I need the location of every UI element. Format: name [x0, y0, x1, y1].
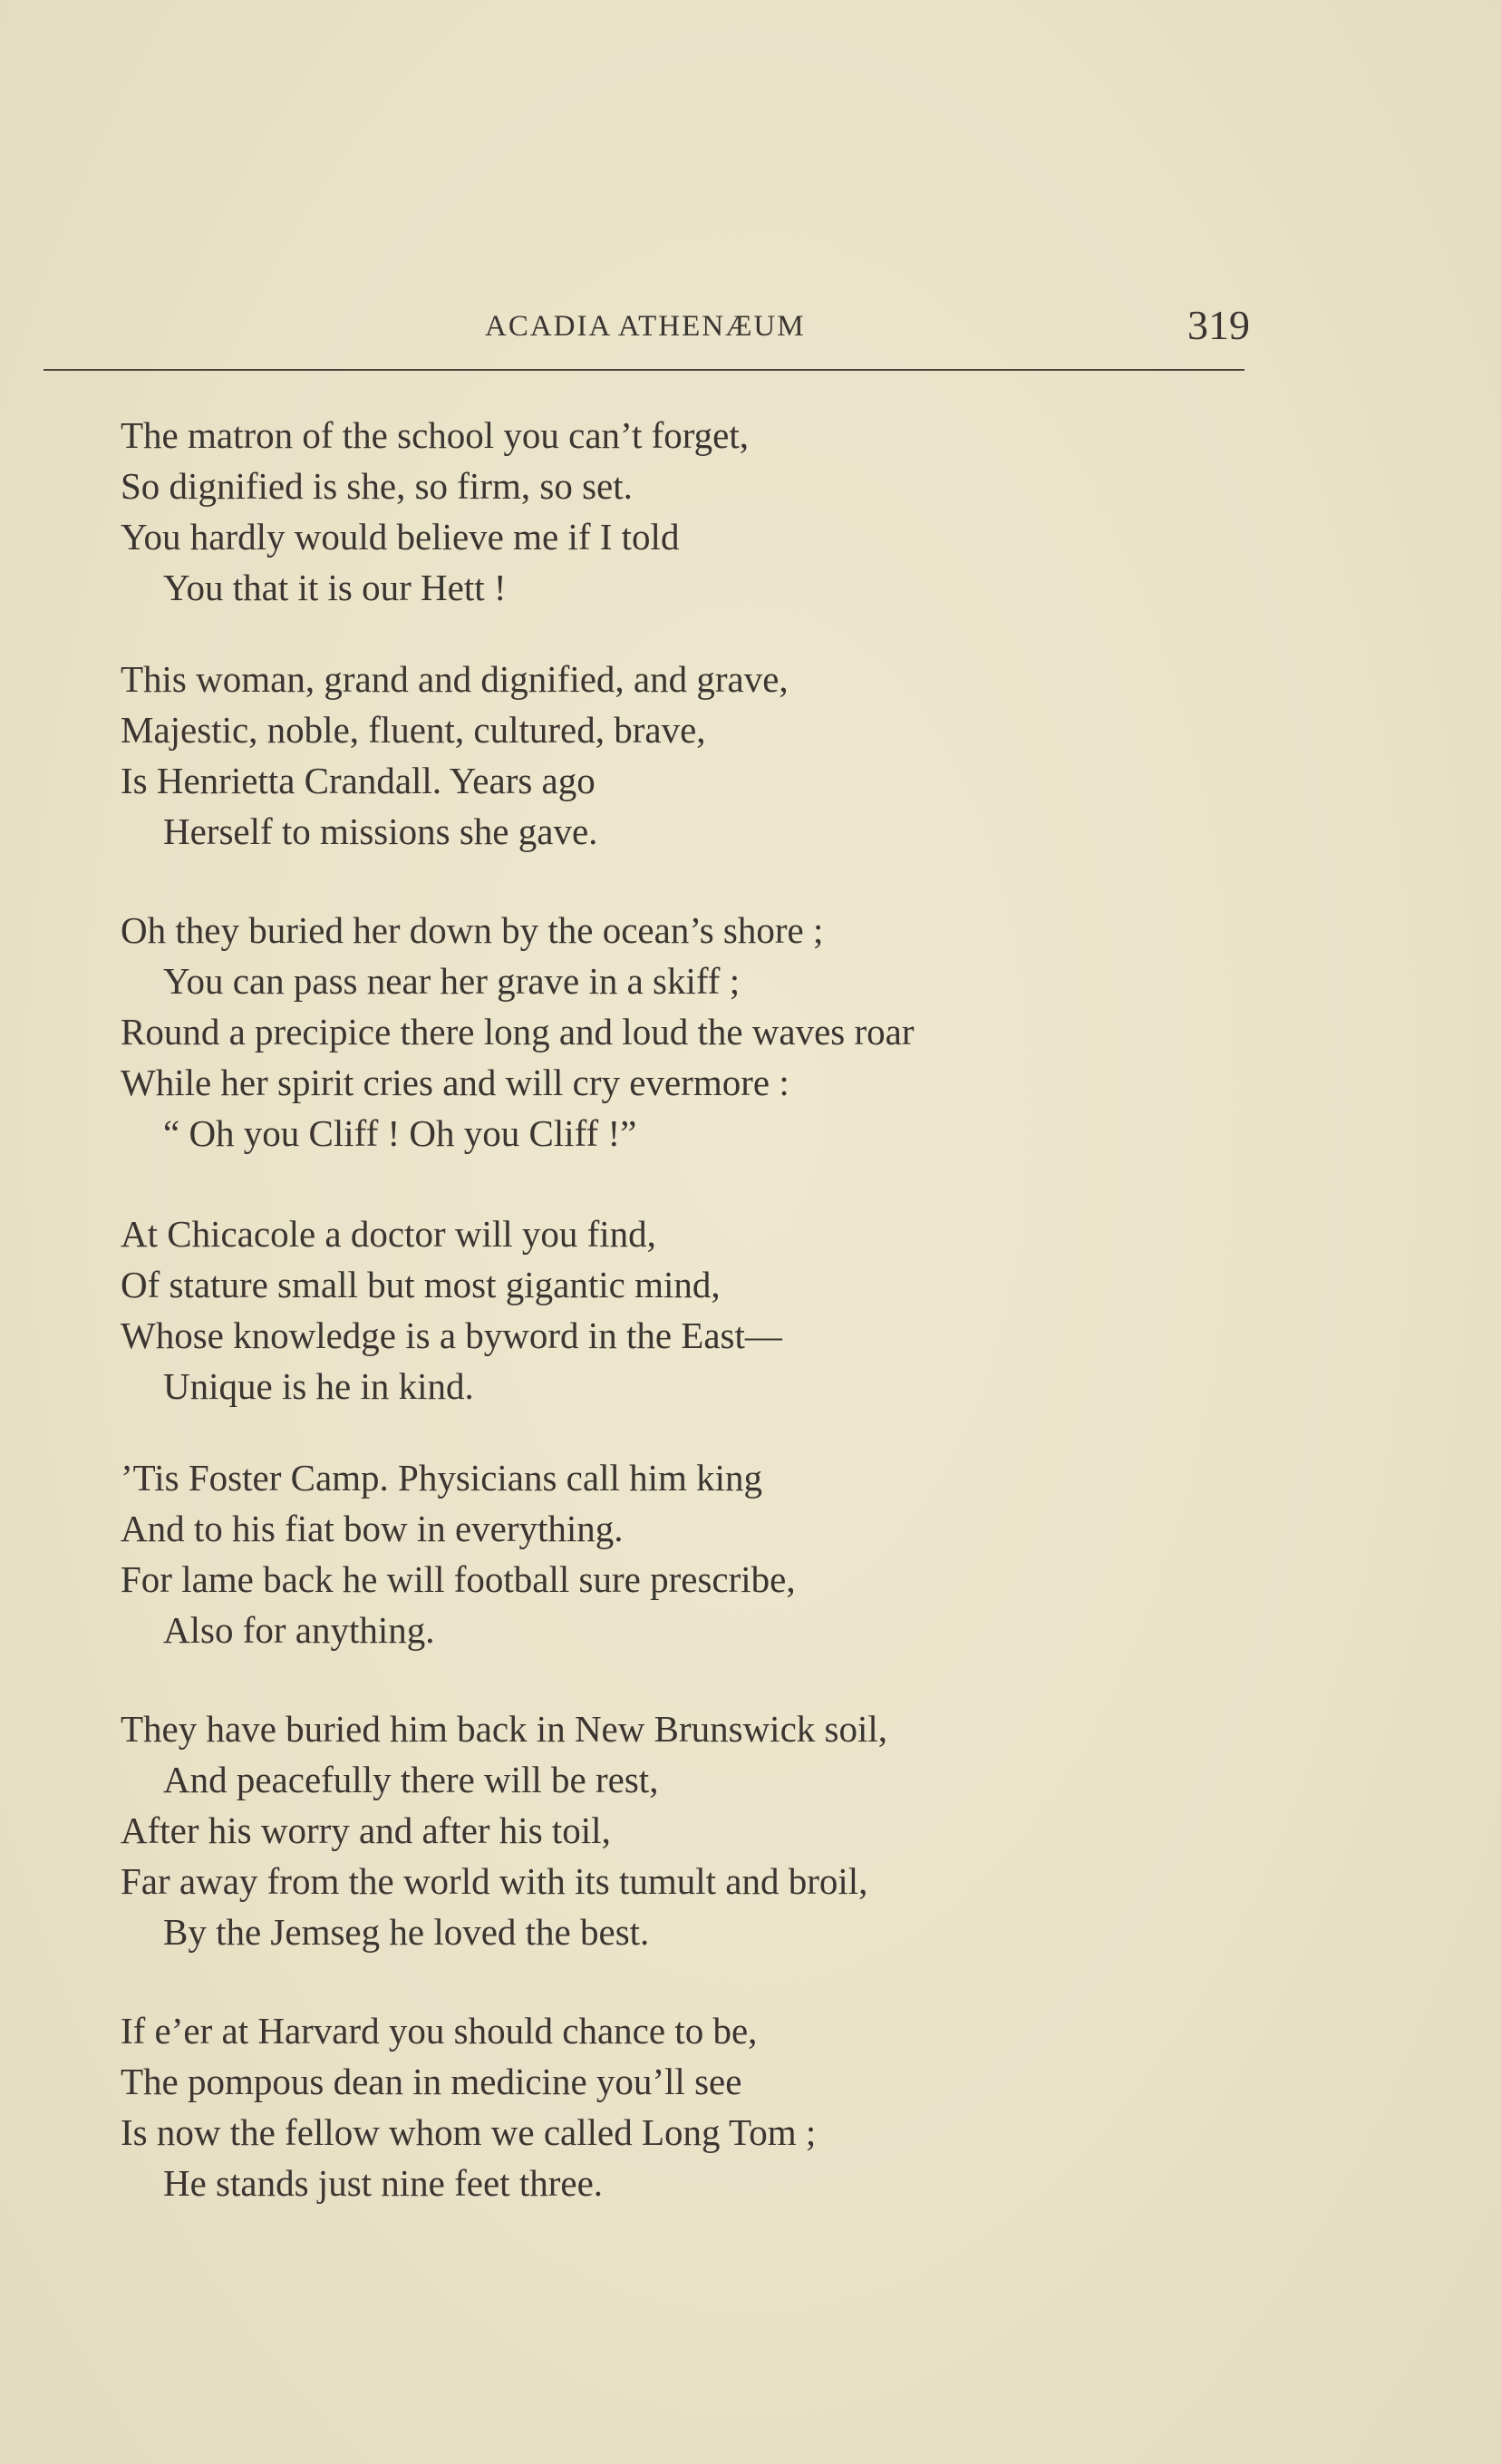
stanza-gap [121, 613, 1299, 654]
poem-line: Is Henrietta Crandall. Years ago [121, 760, 596, 801]
poem-line: For lame back he will football sure prescribe, [121, 1558, 796, 1600]
poem-line: Oh they buried her down by the ocean’s shore ; [121, 909, 824, 951]
running-title: ACADIA ATHENÆUM [485, 310, 806, 343]
poem-line: Herself to missions she gave. [163, 810, 598, 852]
poem [121, 410, 1299, 2208]
stanza [121, 654, 1299, 857]
poem-line: Far away from the world with its tumult and broil, [121, 1860, 868, 1902]
page-number: 319 [1187, 302, 1250, 348]
poem-line: Majestic, noble, fluent, cultured, brave, [121, 709, 706, 751]
poem-line: He stands just nine feet three. [163, 2162, 604, 2204]
poem-line: “ Oh you Cliff ! Oh you Cliff !” [163, 1112, 637, 1154]
poem-line: While her spirit cries and will cry evermore : [121, 1062, 789, 1103]
poem-line: You hardly would believe me if I told [121, 516, 680, 558]
poem-line: And to his fiat bow in everything. [121, 1508, 624, 1549]
stanza [121, 905, 1299, 1159]
poem-line: You can pass near her grave in a skiff ; [163, 960, 741, 1002]
stanza [121, 1208, 1299, 1411]
stanza-gap [121, 1957, 1299, 2005]
poem-line: At Chicacole a doctor will you find, [121, 1213, 656, 1255]
poem-line: Is now the fellow whom we called Long Tom ; [121, 2111, 817, 2153]
poem-line: So dignified is she, so firm, so set. [121, 465, 633, 507]
page-header [0, 299, 1501, 372]
poem-line: This woman, grand and dignified, and grave, [121, 658, 789, 700]
poem-line: Whose knowledge is a byword in the East— [121, 1314, 782, 1356]
poem-line: Of stature small but most gigantic mind, [121, 1264, 721, 1305]
poem-line: Round a precipice there long and loud the waves roar [121, 1011, 915, 1053]
stanza-gap [121, 1411, 1299, 1452]
stanza [121, 2005, 1299, 2208]
poem-line: By the Jemseg he loved the best. [163, 1911, 650, 1953]
poem-line: The pompous dean in medicine you’ll see [121, 2061, 742, 2102]
poem-line: And peacefully there will be rest, [163, 1759, 659, 1800]
poem-line: You that it is our Hett ! [163, 567, 507, 608]
stanza [121, 1703, 1299, 1957]
poem-line: If e’er at Harvard you should chance to be, [121, 2010, 758, 2052]
stanza-gap [121, 1655, 1299, 1703]
stanza-gap [121, 857, 1299, 905]
stanza-gap [121, 1159, 1299, 1208]
header-rule [44, 369, 1244, 371]
poem-line: After his worry and after his toil, [121, 1809, 611, 1851]
stanza [121, 1452, 1299, 1655]
poem-line: Unique is he in kind. [163, 1365, 474, 1407]
poem-line: ’Tis Foster Camp. Physicians call him king [121, 1457, 763, 1499]
poem-line: The matron of the school you can’t forget, [121, 414, 750, 456]
poem-line: Also for anything. [163, 1609, 435, 1651]
poem-line: They have buried him back in New Brunswick soil, [121, 1708, 888, 1750]
stanza [121, 410, 1299, 613]
